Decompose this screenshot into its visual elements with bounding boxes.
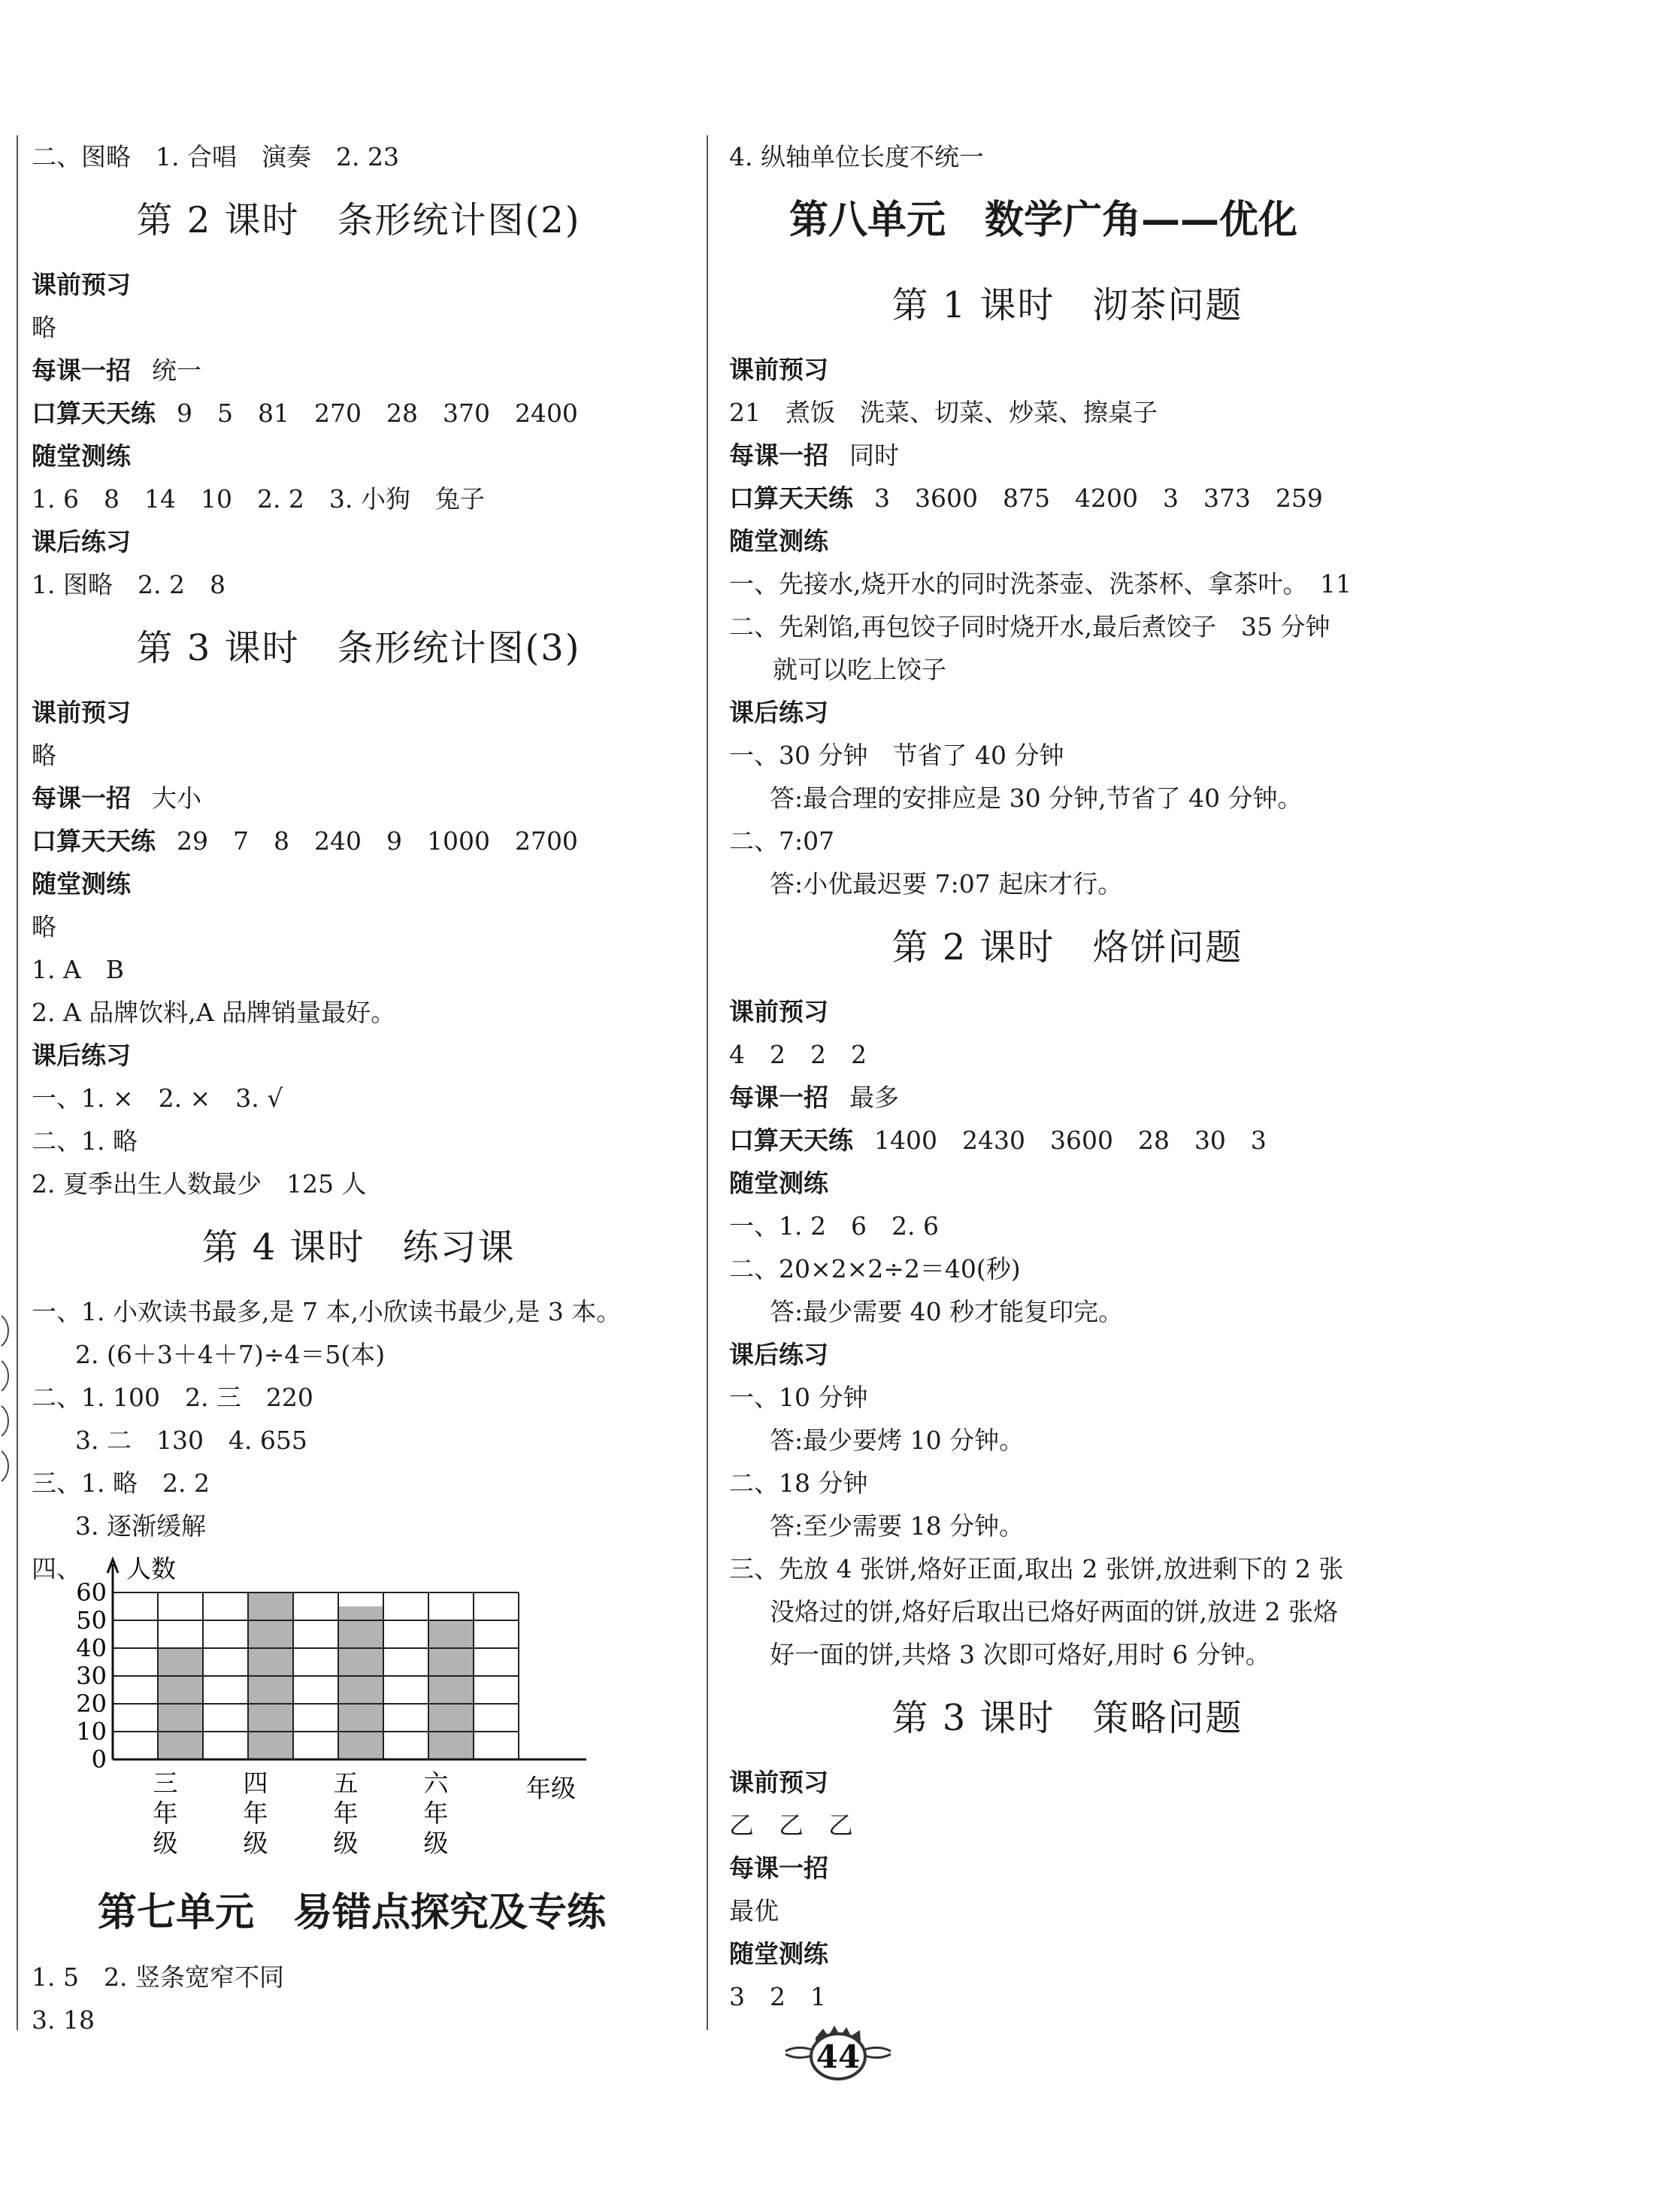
tip-value: 同时 xyxy=(849,441,899,470)
answer-line: 2. 夏季出生人数最少 125 人 xyxy=(32,1169,367,1199)
answer-line: 略 xyxy=(32,912,56,941)
tip-value: 大小 xyxy=(152,783,201,813)
mental-value: 3 3600 875 4200 3 373 259 xyxy=(874,483,1323,513)
x-tick-label: 四 xyxy=(243,1768,268,1798)
answer-line: 略 xyxy=(32,313,56,342)
answer-line: 二、先剁馅,再包饺子同时烧开水,最后煮饺子 35 分钟 xyxy=(729,612,1330,641)
lesson-title: 第 3 课时 策略问题 xyxy=(891,1697,1243,1739)
mental-value: 29 7 8 240 9 1000 2700 xyxy=(177,826,578,856)
left-column xyxy=(32,135,686,2041)
y-tick-label: 20 xyxy=(76,1689,107,1718)
answer-line: 三、1. 略 2. 2 xyxy=(32,1468,210,1498)
column-divider xyxy=(707,135,708,2030)
answer-line: 二、20×2×2÷2＝40(秒) xyxy=(729,1254,1021,1283)
x-tick-label: 年 xyxy=(243,1799,268,1828)
answer-line: 二、7:07 xyxy=(729,826,835,856)
bar-chart-svg xyxy=(32,1547,633,1871)
y-axis-label: 人数 xyxy=(126,1554,176,1583)
tip-line xyxy=(729,1076,1406,1119)
mental-line xyxy=(32,392,686,435)
answer-line: 二、1. 略 xyxy=(32,1126,138,1156)
answer-line: 答:最少要烤 10 分钟。 xyxy=(770,1426,1025,1455)
lesson-title: 第 2 课时 烙饼问题 xyxy=(891,926,1243,968)
tip-line xyxy=(32,777,686,820)
section-label: 随堂测练 xyxy=(729,1939,828,1968)
y-tick-label: 0 xyxy=(91,1745,107,1774)
answer-line: 2. (6＋3＋4＋7)÷4＝5(本) xyxy=(75,1340,386,1369)
section-label: 课后练习 xyxy=(729,1340,828,1369)
x-tick-label: 年 xyxy=(423,1799,449,1828)
answer-line: 答:最少需要 40 秒才能复印完。 xyxy=(770,1297,1124,1326)
section-label: 课前预习 xyxy=(729,1768,828,1797)
tip-line xyxy=(32,349,686,392)
answer-line: 答:至少需要 18 分钟。 xyxy=(770,1511,1025,1541)
bar xyxy=(428,1620,474,1759)
answer-line: 四、 xyxy=(32,1554,81,1583)
tip-label: 每课一招 xyxy=(729,441,828,470)
section-label: 课前预习 xyxy=(32,270,131,299)
answer-line: 答:最合理的安排应是 30 分钟,节省了 40 分钟。 xyxy=(770,783,1303,813)
answer-line: 二、1. 100 2. 三 220 xyxy=(32,1383,313,1412)
answer-line: 2. A 品牌饮料,A 品牌销量最好。 xyxy=(32,998,396,1027)
answer-line: 乙 乙 乙 xyxy=(729,1811,853,1840)
section-label: 课后练习 xyxy=(32,1041,131,1070)
mental-value: 1400 2430 3600 28 30 3 xyxy=(874,1126,1267,1155)
bar xyxy=(338,1607,383,1760)
answer-line: 一、1. × 2. × 3. √ xyxy=(32,1083,283,1113)
mental-label: 口算天天练 xyxy=(729,483,853,513)
answer-line: 4. 纵轴单位长度不统一 xyxy=(729,142,984,171)
section-label: 课前预习 xyxy=(729,997,828,1026)
x-tick-label: 级 xyxy=(153,1829,178,1858)
answer-line: 1. 6 8 14 10 2. 2 3. 小狗 兔子 xyxy=(32,484,485,514)
x-tick-label: 年 xyxy=(333,1799,359,1828)
x-tick-label: 年 xyxy=(153,1799,178,1828)
bar-chart xyxy=(32,1547,686,1871)
section-label: 随堂测练 xyxy=(32,869,131,899)
answer-line: 略 xyxy=(32,741,56,770)
tip-label: 每课一招 xyxy=(32,783,131,813)
section-label: 课后练习 xyxy=(729,698,828,727)
section-label: 课前预习 xyxy=(32,698,131,727)
y-tick-label: 30 xyxy=(76,1662,107,1690)
tip-value: 最多 xyxy=(849,1083,899,1112)
mental-line xyxy=(729,477,1406,520)
answer-line: 好一面的饼,共烙 3 次即可烙好,用时 6 分钟。 xyxy=(770,1640,1270,1669)
answer-line: 1. A B xyxy=(32,955,125,984)
x-tick-label: 六 xyxy=(423,1768,449,1798)
answer-line: 一、10 分钟 xyxy=(729,1383,868,1412)
answer-line: 二、18 分钟 xyxy=(729,1468,868,1498)
answer-line: 3 2 1 xyxy=(729,1982,826,2011)
page-badge-ornament xyxy=(782,2015,894,2083)
page-number-badge xyxy=(782,2015,894,2083)
answer-line: 三、先放 4 张饼,烙好正面,取出 2 张饼,放进剩下的 2 张 xyxy=(729,1554,1344,1583)
answer-line: 二、图略 1. 合唱 演奏 2. 23 xyxy=(32,142,399,171)
unit-title: 第七单元 易错点探究及专练 xyxy=(98,1890,607,1935)
mental-value: 9 5 81 270 28 370 2400 xyxy=(177,398,578,428)
answer-line: 3. 逐渐缓解 xyxy=(75,1511,206,1541)
x-tick-label: 级 xyxy=(333,1829,359,1858)
unit-title: 第八单元 数学广角——优化 xyxy=(789,198,1298,243)
y-tick-label: 60 xyxy=(76,1578,107,1607)
tip-value: 统一 xyxy=(152,356,201,385)
answer-line: 一、先接水,烧开水的同时洗茶壶、洗茶杯、拿茶叶。 11 xyxy=(729,569,1352,599)
section-label: 课前预习 xyxy=(729,355,828,384)
x-tick-label: 三 xyxy=(153,1768,178,1798)
section-label: 随堂测练 xyxy=(729,526,828,556)
tip-line xyxy=(729,434,1406,477)
answer-line: 没烙过的饼,烙好后取出已烙好两面的饼,放进 2 张烙 xyxy=(770,1597,1338,1626)
x-tick-label: 级 xyxy=(423,1829,449,1858)
answer-line: 答:小优最迟要 7:07 起床才行。 xyxy=(770,869,1123,899)
page-number: 44 xyxy=(816,2038,861,2075)
section-label: 随堂测练 xyxy=(729,1168,828,1198)
section-label: 每课一招 xyxy=(729,1853,828,1883)
y-tick-label: 10 xyxy=(76,1717,107,1746)
answer-line: 3. 二 130 4. 655 xyxy=(75,1426,307,1455)
answer-line: 一、1. 小欢读书最多,是 7 本,小欣读书最少,是 3 本。 xyxy=(32,1297,622,1326)
lesson-title: 第 1 课时 沏茶问题 xyxy=(891,284,1243,326)
answer-line: 一、30 分钟 节省了 40 分钟 xyxy=(729,741,1064,770)
x-tick-label: 五 xyxy=(333,1768,359,1798)
x-axis-label: 年级 xyxy=(526,1774,576,1803)
lesson-title: 第 2 课时 条形统计图(2) xyxy=(136,199,581,241)
answer-line: 4 2 2 2 xyxy=(729,1040,867,1069)
mental-label: 口算天天练 xyxy=(32,398,156,428)
binding-edge-marks xyxy=(0,1308,15,1489)
answer-line: 一、1. 2 6 2. 6 xyxy=(729,1211,939,1241)
mental-label: 口算天天练 xyxy=(729,1126,853,1155)
answer-line: 就可以吃上饺子 xyxy=(773,655,946,684)
answer-line: 1. 5 2. 竖条宽窄不同 xyxy=(32,1962,284,1992)
lesson-title: 第 3 课时 条形统计图(3) xyxy=(136,627,581,669)
tip-label: 每课一招 xyxy=(32,356,131,385)
section-label: 随堂测练 xyxy=(32,441,131,471)
tip-label: 每课一招 xyxy=(729,1083,828,1112)
section-label: 课后练习 xyxy=(32,527,131,556)
mental-line xyxy=(729,1119,1406,1162)
right-column xyxy=(729,135,1406,2018)
mental-line xyxy=(32,820,686,862)
answer-line: 1. 图略 2. 2 8 xyxy=(32,570,226,599)
mental-label: 口算天天练 xyxy=(32,826,156,856)
y-tick-label: 50 xyxy=(76,1606,107,1635)
lesson-title: 第 4 课时 练习课 xyxy=(201,1226,516,1268)
y-tick-label: 40 xyxy=(76,1634,107,1662)
left-margin-rule xyxy=(17,135,18,2030)
answer-line: 21 煮饭 洗菜、切菜、炒菜、擦桌子 xyxy=(729,398,1158,427)
answer-line: 最优 xyxy=(729,1896,779,1926)
answer-line: 3. 18 xyxy=(32,2005,95,2035)
x-tick-label: 级 xyxy=(243,1829,268,1858)
